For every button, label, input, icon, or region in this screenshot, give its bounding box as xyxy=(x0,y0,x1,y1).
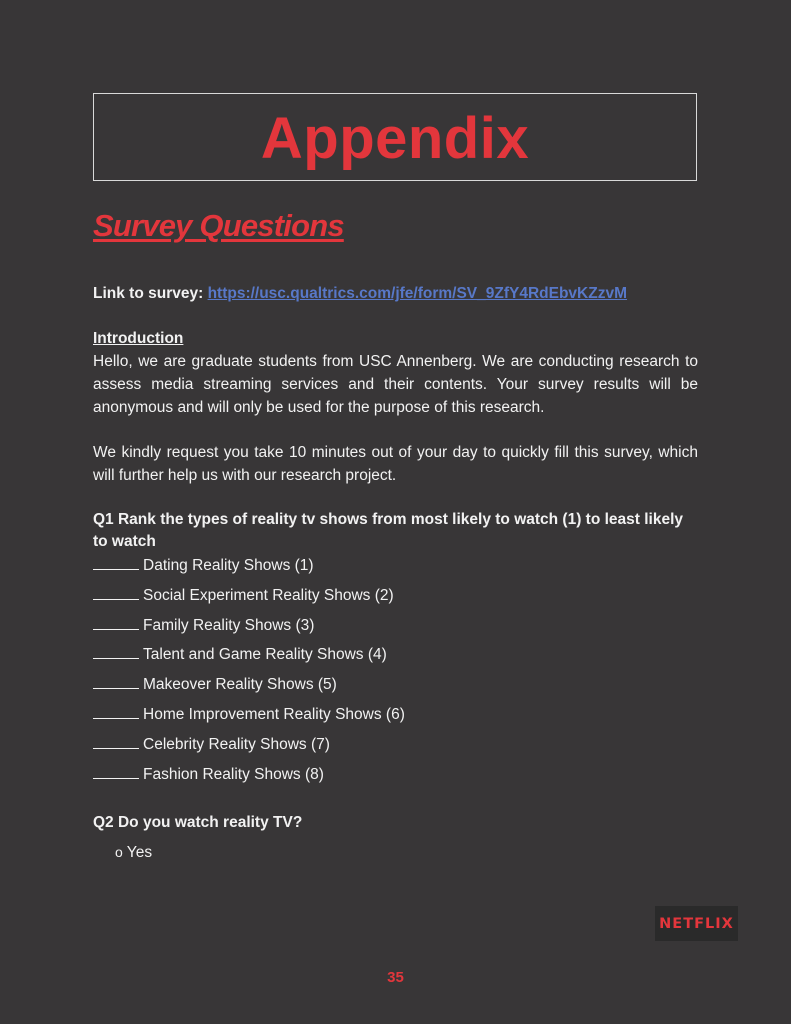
ranking-item xyxy=(93,672,698,702)
ranking-item xyxy=(93,732,698,762)
ranking-item xyxy=(93,702,698,732)
ranking-item-label: Celebrity Reality Shows (7) xyxy=(143,735,330,753)
ranking-item-label: Makeover Reality Shows (5) xyxy=(143,676,337,694)
intro-paragraph-2: We kindly request you take 10 minutes out of your day to quickly fill this survey, which will further help us with our research project. xyxy=(93,444,698,484)
question-1: Q1 Rank the types of reality tv shows from most likely to watch (1) to least likely to watch xyxy=(93,511,684,550)
option-yes-label: Yes xyxy=(126,844,153,862)
rank-blank[interactable] xyxy=(93,732,139,749)
ranking-item xyxy=(93,583,698,613)
ranking-item-label: Family Reality Shows (3) xyxy=(143,616,315,634)
radio-circle-icon: o xyxy=(115,844,123,861)
netflix-logo xyxy=(655,906,738,941)
rank-blank[interactable] xyxy=(93,762,139,779)
rank-blank[interactable] xyxy=(93,672,139,689)
survey-link-line xyxy=(93,282,698,305)
netflix-logo-text: NETFLIX xyxy=(659,915,734,932)
page-number: 35 xyxy=(387,969,404,986)
ranking-item xyxy=(93,553,698,583)
ranking-item-label: Dating Reality Shows (1) xyxy=(143,557,314,574)
rank-blank[interactable] xyxy=(93,702,139,719)
survey-link[interactable]: https://usc.qualtrics.com/jfe/form/SV_9ZfY4RdEbvKZzvM xyxy=(207,285,628,302)
ranking-item xyxy=(93,762,698,792)
question-2: Q2 Do you watch reality TV? xyxy=(93,814,303,832)
rank-blank[interactable] xyxy=(93,583,139,600)
rank-blank[interactable] xyxy=(93,642,139,659)
intro-heading: Introduction xyxy=(93,330,184,347)
ranking-item-label: Social Experiment Reality Shows (2) xyxy=(143,586,394,604)
section-title: Survey Questions xyxy=(93,208,344,243)
ranking-list xyxy=(93,553,698,791)
page-heading: Appendix xyxy=(260,106,530,171)
intro-paragraph-1: Hello, we are graduate students from USC Annenberg. We are conducting research to assess media streaming services and their contents. Your survey results will be anonymous and will only be used for the purpose of this research. xyxy=(93,353,698,416)
option-yes[interactable] xyxy=(115,841,698,864)
ranking-item-label: Fashion Reality Shows (8) xyxy=(143,765,324,783)
survey-content xyxy=(93,282,698,864)
title-box xyxy=(93,93,697,181)
rank-blank[interactable] xyxy=(93,613,139,630)
ranking-item-label: Talent and Game Reality Shows (4) xyxy=(143,646,387,664)
ranking-item xyxy=(93,642,698,672)
ranking-item xyxy=(93,613,698,643)
survey-link-label: Link to survey: xyxy=(93,285,204,302)
rank-blank[interactable] xyxy=(93,553,139,570)
ranking-item-label: Home Improvement Reality Shows (6) xyxy=(143,705,405,723)
